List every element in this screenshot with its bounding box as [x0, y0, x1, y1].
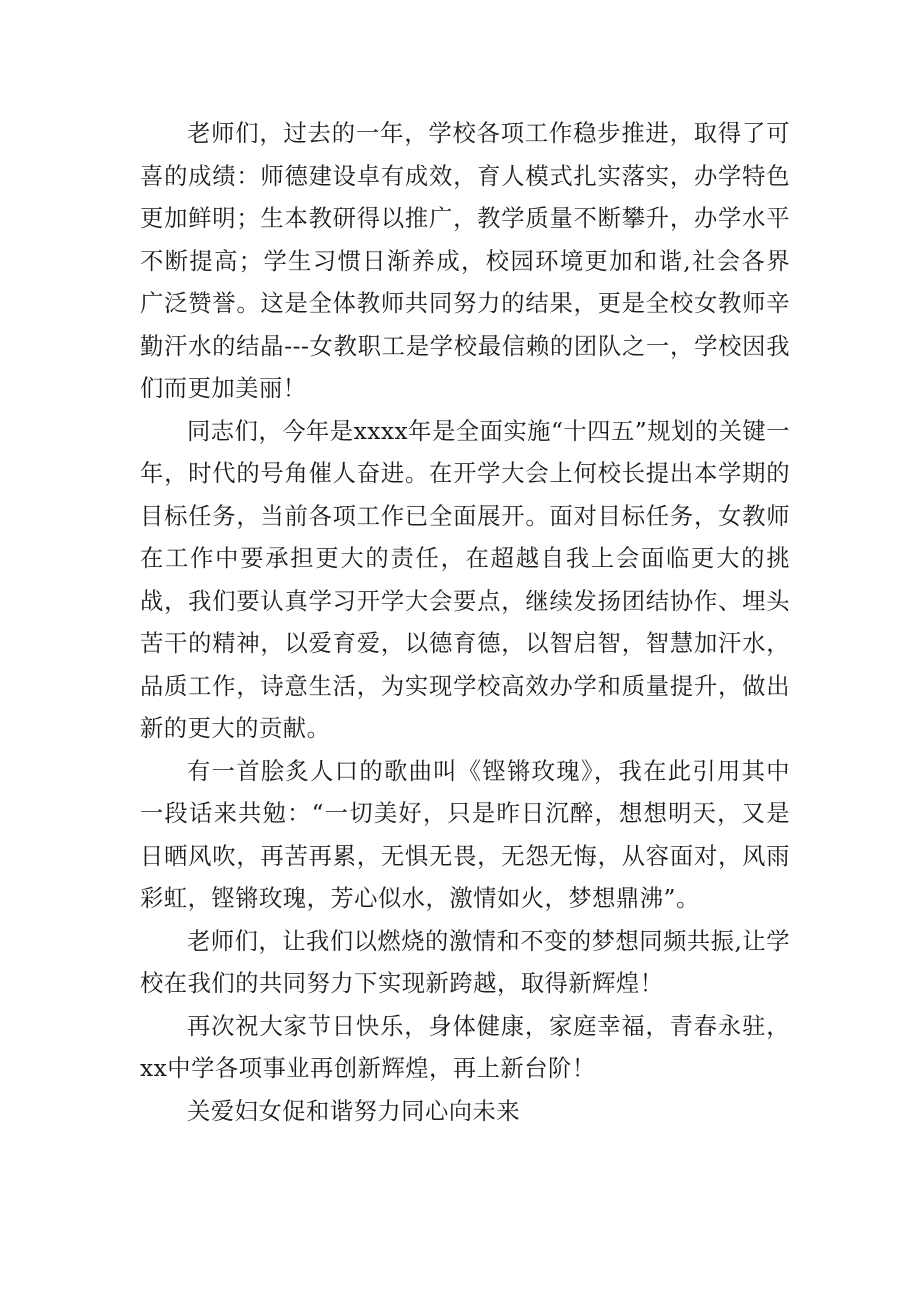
paragraph-wishes: 再次祝大家节日快乐，身体健康，家庭幸福，青春永驻，xx中学各项事业再创新辉煌，再上新台阶！	[140, 1012, 790, 1082]
document-body	[140, 113, 790, 1133]
paragraph-goals: 同志们，今年是xxxx年是全面实施“十四五”规划的关键一年，时代的号角催人奋进。在开学大会上何校长提出本学期的目标任务，当前各项工作已全面展开。面对目标任务，女教师在工作中要承担更大的责任，在超越自我上会面临更大的挑战，我们要认真学习开学大会要点，继续发扬团结协作、埋头苦干的精神，以爱育爱，以德育德，以智启智，智慧加汗水，品质工作，诗意生活，为实现学校高效办学和质量提升，做出新的更大的贡献。	[140, 417, 790, 742]
paragraph-achievements: 老师们，过去的一年，学校各项工作稳步推进，取得了可喜的成绩：师德建设卓有成效，育人模式扎实落实，办学特色更加鲜明；生本教研得以推广，教学质量不断攀升，办学水平不断提高；学生习惯日渐养成，校园环境更加和谐,社会各界广泛赞誉。这是全体教师共同努力的结果，更是全校女教师辛勤汗水的结晶---女教职工是学校最信赖的团队之一，学校因我们而更加美丽！	[140, 120, 790, 402]
paragraph-song-quote: 有一首脍炙人口的歌曲叫《铿锵玫瑰》，我在此引用其中一段话来共勉：“一切美好，只是昨日沉醉，想想明天，又是日晒风吹，再苦再累，无惧无畏，无怨无悔，从容面对，风雨彩虹，铿锵玫瑰，芳心似水，激情如火，梦想鼎沸”。	[140, 757, 790, 912]
paragraph-call-to-action: 老师们，让我们以燃烧的激情和不变的梦想同频共振,让学校在我们的共同努力下实现新跨越，取得新辉煌！	[140, 927, 790, 997]
paragraph-slogan: 关爱妇女促和谐努力同心向未来	[187, 1097, 521, 1125]
